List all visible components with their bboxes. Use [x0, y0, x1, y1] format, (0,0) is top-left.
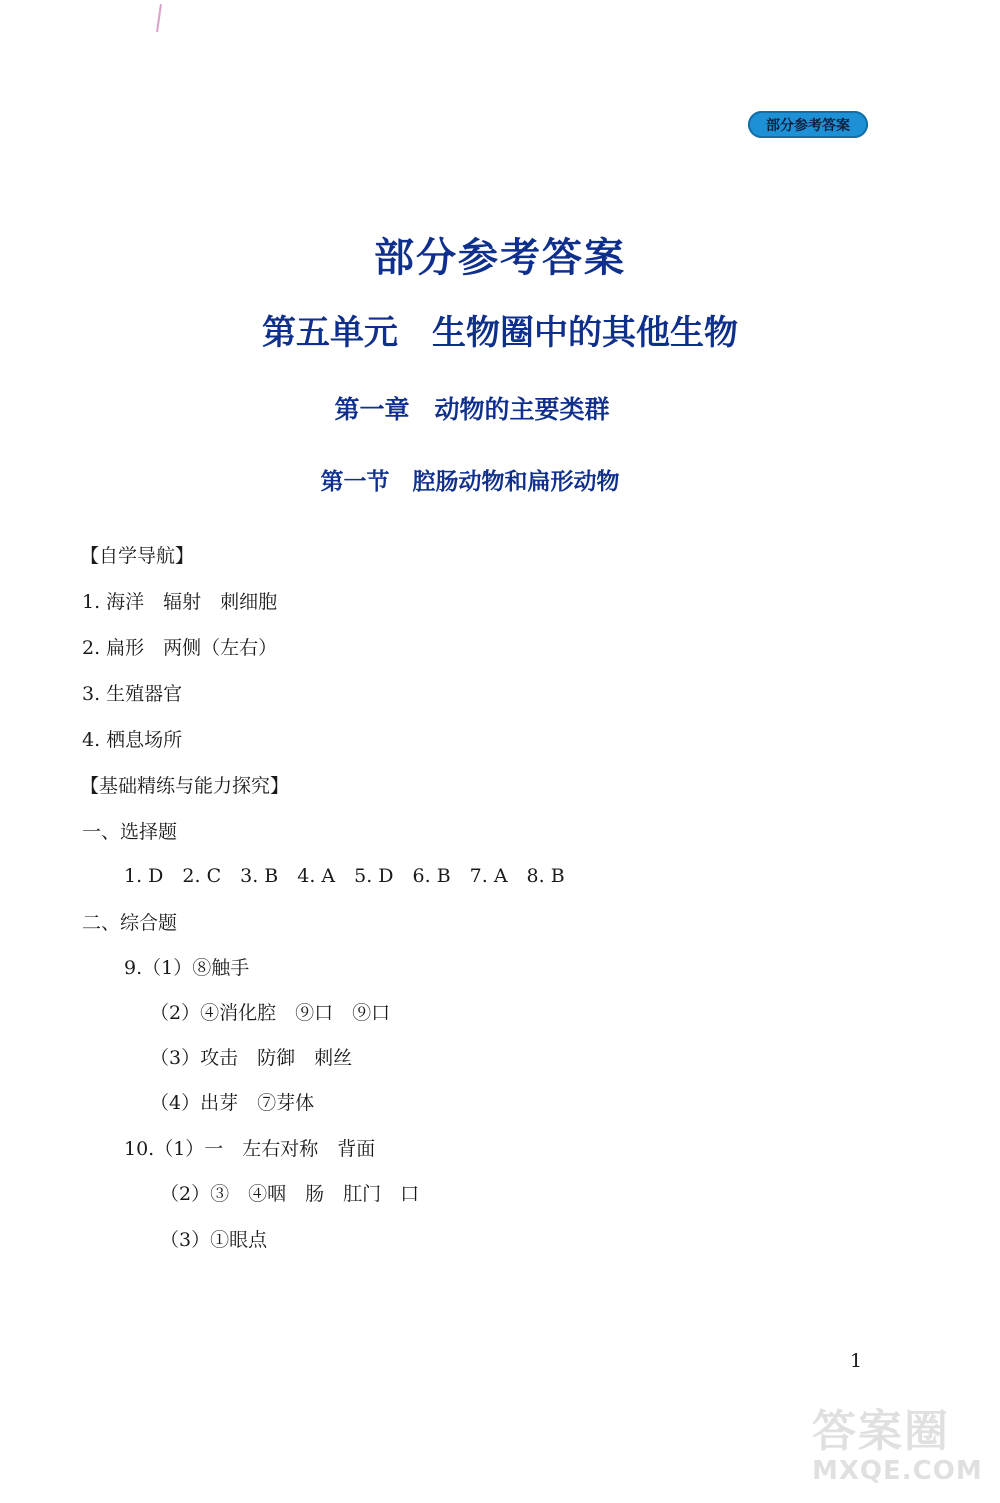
answer-line: （3）攻击 防御 刺丝 [150, 1047, 353, 1069]
answer-line: 10.（1）一 左右对称 背面 [124, 1138, 376, 1160]
page-number: 1 [850, 1350, 863, 1372]
section-badge: 部分参考答案 [748, 111, 868, 138]
answer-line: 3. 生殖器官 [82, 683, 183, 705]
answer-line: 1. 海洋 辐射 刺细胞 [82, 591, 278, 613]
heading-comprehensive: 二、综合题 [82, 912, 178, 934]
answer-line: 2. 扁形 两侧（左右） [82, 637, 278, 659]
answer-line: 9.（1）⑧触手 [124, 957, 250, 979]
section-title: 第一节 腔肠动物和扁形动物 [320, 469, 620, 495]
watermark-logo: 答案圈 MXQE.COM [812, 1406, 983, 1486]
stray-pen-mark [156, 4, 162, 32]
answer-line-choices: 1. D 2. C 3. B 4. A 5. D 6. B 7. A 8. B [124, 865, 565, 887]
answer-line: （2）④消化腔 ⑨口 ⑨口 [150, 1002, 391, 1024]
answer-line: （2）③ ④咽 肠 肛门 口 [160, 1183, 420, 1205]
answer-line: （4）出芽 ⑦芽体 [150, 1092, 315, 1114]
answer-line: 4. 栖息场所 [82, 729, 183, 751]
heading-self-study: 【自学导航】 [80, 545, 195, 567]
chapter-title: 第一章 动物的主要类群 [334, 395, 610, 424]
heading-multiple-choice: 一、选择题 [82, 821, 178, 843]
page-title: 部分参考答案 [374, 235, 626, 281]
answer-line: （3）①眼点 [160, 1229, 268, 1251]
unit-title: 第五单元 生物圈中的其他生物 [262, 313, 738, 353]
heading-practice: 【基础精练与能力探究】 [80, 775, 290, 797]
